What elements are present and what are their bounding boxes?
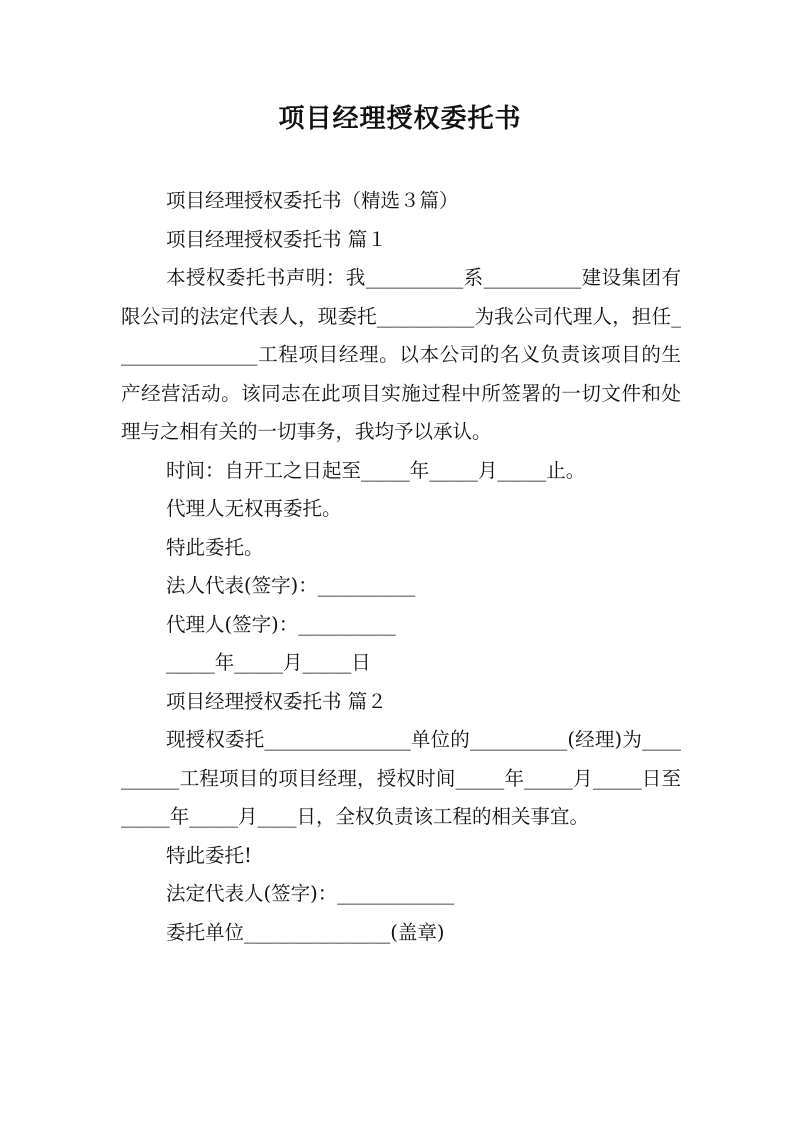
date-line: _____年_____月_____日 [166, 651, 371, 674]
document-title: 项目经理授权委托书 [278, 104, 522, 134]
legal-representative-signature-line: 法定代表人(签字)：____________ [166, 882, 455, 905]
closing-paragraph-2: 特此委托! [166, 843, 252, 867]
entrusting-unit-seal-line: 委托单位_______________(盖章) [166, 920, 445, 944]
agent-signature-line: 代理人(签字)：__________ [166, 612, 396, 636]
closing-paragraph-1: 特此委托。 [166, 535, 264, 559]
no-redelegation-paragraph: 代理人无权再委托。 [166, 497, 342, 520]
legal-rep-signature-line: 法人代表(签字)：__________ [166, 574, 416, 597]
section-heading-1: 项目经理授权委托书 篇１ [166, 227, 387, 251]
document-body [121, 182, 681, 952]
declaration-paragraph: 本授权委托书声明：我__________系__________建设集团有限公司的法定代表人，现委托__________为我公司代理人，担任_______________工程项目经理。以本公司的名义负责该项目的生产经营活动。该同志在此项目实施过程中所签署的一切文件和处理与之相有关的一切事务，我均予以承认。 [121, 266, 681, 443]
section-heading-2: 项目经理授权委托书 篇２ [166, 689, 387, 713]
authorization-paragraph: 现授权委托_______________单位的__________(经理)为__________工程项目的项目经理，授权时间_____年_____月_____日至_____年_____月____日，全权负责该工程的相关事宜。 [121, 728, 681, 828]
time-paragraph: 时间：自开工之日起至_____年_____月_____止。 [166, 458, 586, 482]
subtitle-paragraph: 项目经理授权委托书（精选３篇） [166, 189, 459, 212]
